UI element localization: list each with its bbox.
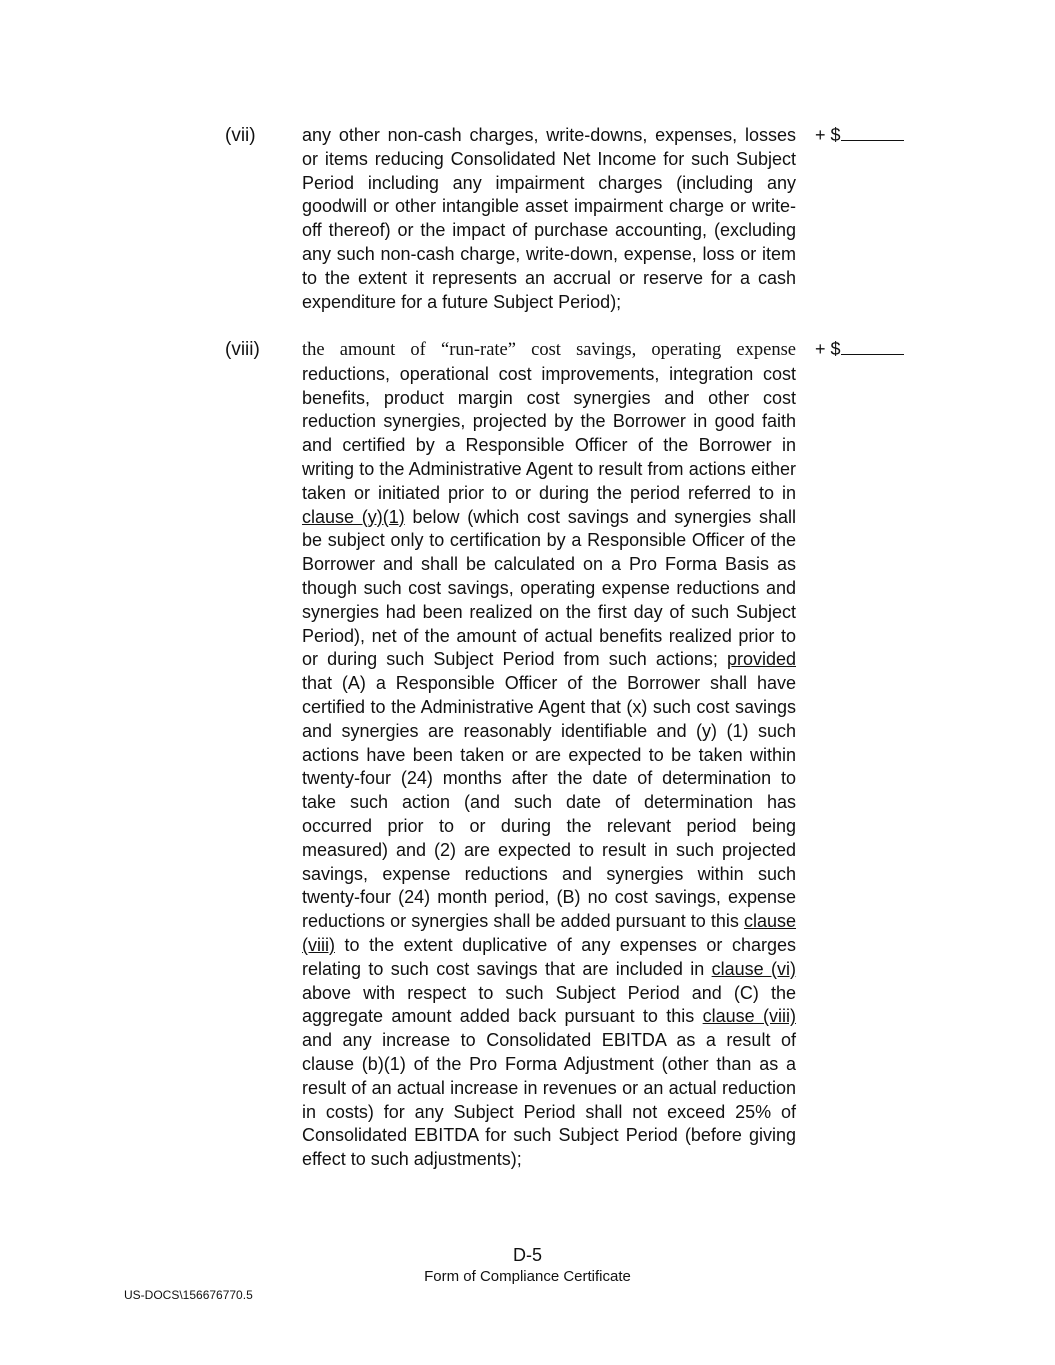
clause-text bbox=[302, 338, 796, 1172]
clause-reference: clause (viii) bbox=[702, 1006, 796, 1027]
clause-text: any other non-cash charges, write-downs, expenses, losses or items reducing Consolidated Net Income for such Subject Period including any impairment charges (including any goodwill or other intangible asset impairment charge or write-off thereof) or the impact of purchase accounting, (excluding any such non-cash charge, write-down, expense, loss or item to the extent it represents an accrual or reserve for a cash expenditure for a future Subject Period); bbox=[302, 125, 796, 312]
amount-blank[interactable] bbox=[841, 124, 904, 141]
clause-text-part: reductions, operational cost improvements, integration cost benefits, product margin cost synergies and other cost reduction synergies, projected by the Borrower in good faith and certified by a Responsible Officer of the Borrower in writing to the Administrative Agent to result from actions either taken or initiated prior to or during the period referred to in bbox=[302, 363, 796, 503]
page-number: D-5 bbox=[512, 1245, 542, 1265]
clause-text-part: the amount of “run-rate” cost savings, operating expense bbox=[302, 340, 796, 360]
amount-prefix: + $ bbox=[815, 339, 841, 359]
page-title: Form of Compliance Certificate bbox=[424, 1268, 631, 1285]
clause-reference: clause (vi) bbox=[711, 958, 796, 979]
clause-reference: clause (y)(1) bbox=[302, 506, 405, 527]
clause-number: (vii) bbox=[225, 125, 256, 146]
clause-text-part: above with respect to such Subject Period and (C) the aggregate amount added back pursuant to this bbox=[302, 982, 796, 1027]
clause-text-part: below (which cost savings and synergies shall be subject only to certification by a Responsible Officer of the Borrower and shall be calculated on a Pro Forma Basis as though such cost savings, operating expense reductions and synergies had been realized on the first day of such Subject Period), net of the amount of actual benefits realized prior to or during such Subject Period from such actions; bbox=[302, 506, 796, 670]
clause-text-part: to the extent duplicative of any expenses or charges relating to such cost savings that are included in bbox=[302, 934, 796, 979]
clause-text-part: that (A) a Responsible Officer of the Borrower shall have certified to the Administrative Agent that (x) such cost savings and synergies are reasonably identifiable and (y) (1) such actions have been taken or are expected to be taken within twenty-four (24) months after the date of determination to take such action (and such date of determination has occurred prior to or during the relevant period being measured) and (2) are expected to result in such projected savings, expense reductions and synergies within such twenty-four (24) month period, (B) no cost savings, expense reductions or synergies shall be added pursuant to this bbox=[302, 673, 796, 932]
amount-field[interactable] bbox=[815, 124, 904, 148]
document-id: US-DOCS\156676770.5 bbox=[124, 1288, 253, 1302]
clause-text-part: and any increase to Consolidated EBITDA as a result of clause (b)(1) of the Pro Forma Adjustment (other than as a result of an actual increase in revenues or an actual reduction in costs) for any Subject Period shall not exceed 25% of Consolidated EBITDA for such Subject Period (before giving effect to such adjustments); bbox=[302, 1030, 796, 1170]
provided-term: provided bbox=[726, 649, 796, 670]
amount-field[interactable] bbox=[815, 338, 904, 362]
clause-number: (viii) bbox=[225, 339, 260, 360]
clause-reference: clause (viii) bbox=[302, 911, 796, 955]
amount-blank[interactable] bbox=[841, 338, 904, 355]
amount-prefix: + $ bbox=[815, 125, 841, 145]
